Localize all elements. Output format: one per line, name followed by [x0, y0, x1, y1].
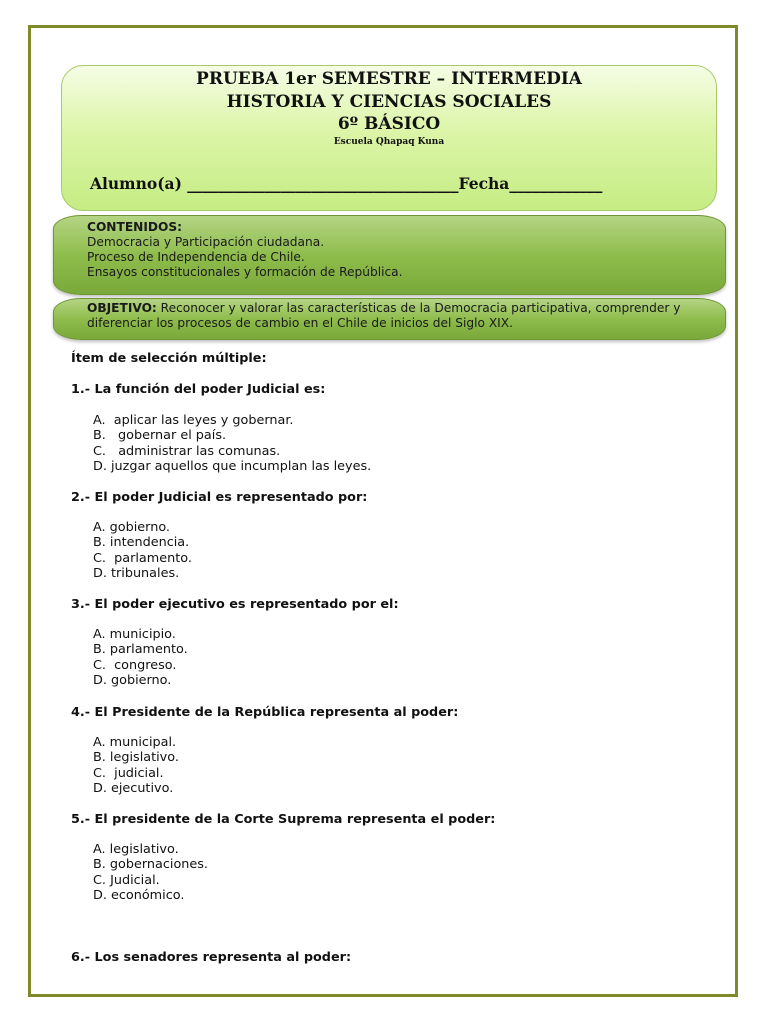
- answer-option[interactable]: A. aplicar las leyes y gobernar.: [93, 413, 294, 428]
- answer-option[interactable]: C. congreso.: [93, 657, 177, 673]
- exam-header: [61, 65, 717, 211]
- answer-option[interactable]: A. gobierno.: [93, 520, 170, 535]
- student-date-line: Alumno(a) ___________________________________Fecha____________: [90, 174, 603, 193]
- answer-option[interactable]: C. parlamento.: [93, 550, 192, 566]
- question-3-options: [93, 627, 188, 688]
- answer-option[interactable]: D. gobierno.: [93, 672, 172, 688]
- objetivo-banner: [53, 298, 726, 340]
- objetivo-label: OBJETIVO:: [87, 301, 157, 315]
- grade-title: 6º BÁSICO: [337, 114, 441, 134]
- question-1-options: [93, 413, 371, 474]
- answer-option[interactable]: A. legislativo.: [93, 842, 179, 857]
- contenidos-title: CONTENIDOS:: [87, 220, 183, 234]
- contenidos-banner: [53, 215, 726, 295]
- contenido-item: Proceso de Independencia de Chile.: [87, 250, 305, 264]
- answer-option[interactable]: C. Judicial.: [93, 872, 160, 888]
- question-4: 4.- El Presidente de la República representa al poder:: [71, 705, 459, 720]
- question-5-options: [93, 842, 208, 903]
- answer-option[interactable]: B. parlamento.: [93, 642, 188, 658]
- subject-title: HISTORIA Y CIENCIAS SOCIALES: [226, 92, 552, 112]
- answer-option[interactable]: D. tribunales.: [93, 565, 180, 581]
- question-3: 3.- El poder ejecutivo es representado por el:: [71, 597, 399, 612]
- question-6: 6.- Los senadores representa al poder:: [71, 950, 352, 965]
- answer-option[interactable]: D. económico.: [93, 887, 185, 903]
- answer-option[interactable]: B. gobernaciones.: [93, 857, 208, 873]
- answer-option[interactable]: B. legislativo.: [93, 750, 179, 766]
- contenido-item: Democracia y Participación ciudadana.: [87, 235, 325, 249]
- school-name: Escuela Qhapaq Kuna: [333, 137, 445, 147]
- answer-option[interactable]: C. judicial.: [93, 765, 164, 781]
- answer-option[interactable]: A. municipio.: [93, 627, 176, 642]
- question-4-options: [93, 735, 179, 796]
- contenido-item: Ensayos constitucionales y formación de República.: [87, 265, 403, 279]
- answer-option[interactable]: A. municipal.: [93, 735, 177, 750]
- answer-option[interactable]: D. juzgar aquellos que incumplan las leyes.: [93, 458, 372, 474]
- answer-option[interactable]: B. gobernar el país.: [93, 428, 227, 444]
- exam-title: PRUEBA 1er SEMESTRE – INTERMEDIA: [196, 69, 582, 89]
- question-2: 2.- El poder Judicial es representado por:: [71, 490, 368, 505]
- question-2-options: [93, 520, 192, 581]
- question-5: 5.- El presidente de la Corte Suprema representa el poder:: [71, 812, 496, 827]
- answer-option[interactable]: C. administrar las comunas.: [93, 443, 281, 459]
- objetivo-text: [87, 301, 707, 331]
- question-1: 1.- La función del poder Judicial es:: [71, 382, 326, 397]
- section-title: Ítem de selección múltiple:: [71, 351, 267, 366]
- answer-option[interactable]: D. ejecutivo.: [93, 780, 174, 796]
- answer-option[interactable]: B. intendencia.: [93, 535, 190, 551]
- contenidos-text: [87, 220, 403, 280]
- objetivo-description: Reconocer y valorar las características de la Democracia participativa, comprender y diferenciar los procesos de cambio en el Chile de inicios del Siglo XIX.: [87, 301, 681, 330]
